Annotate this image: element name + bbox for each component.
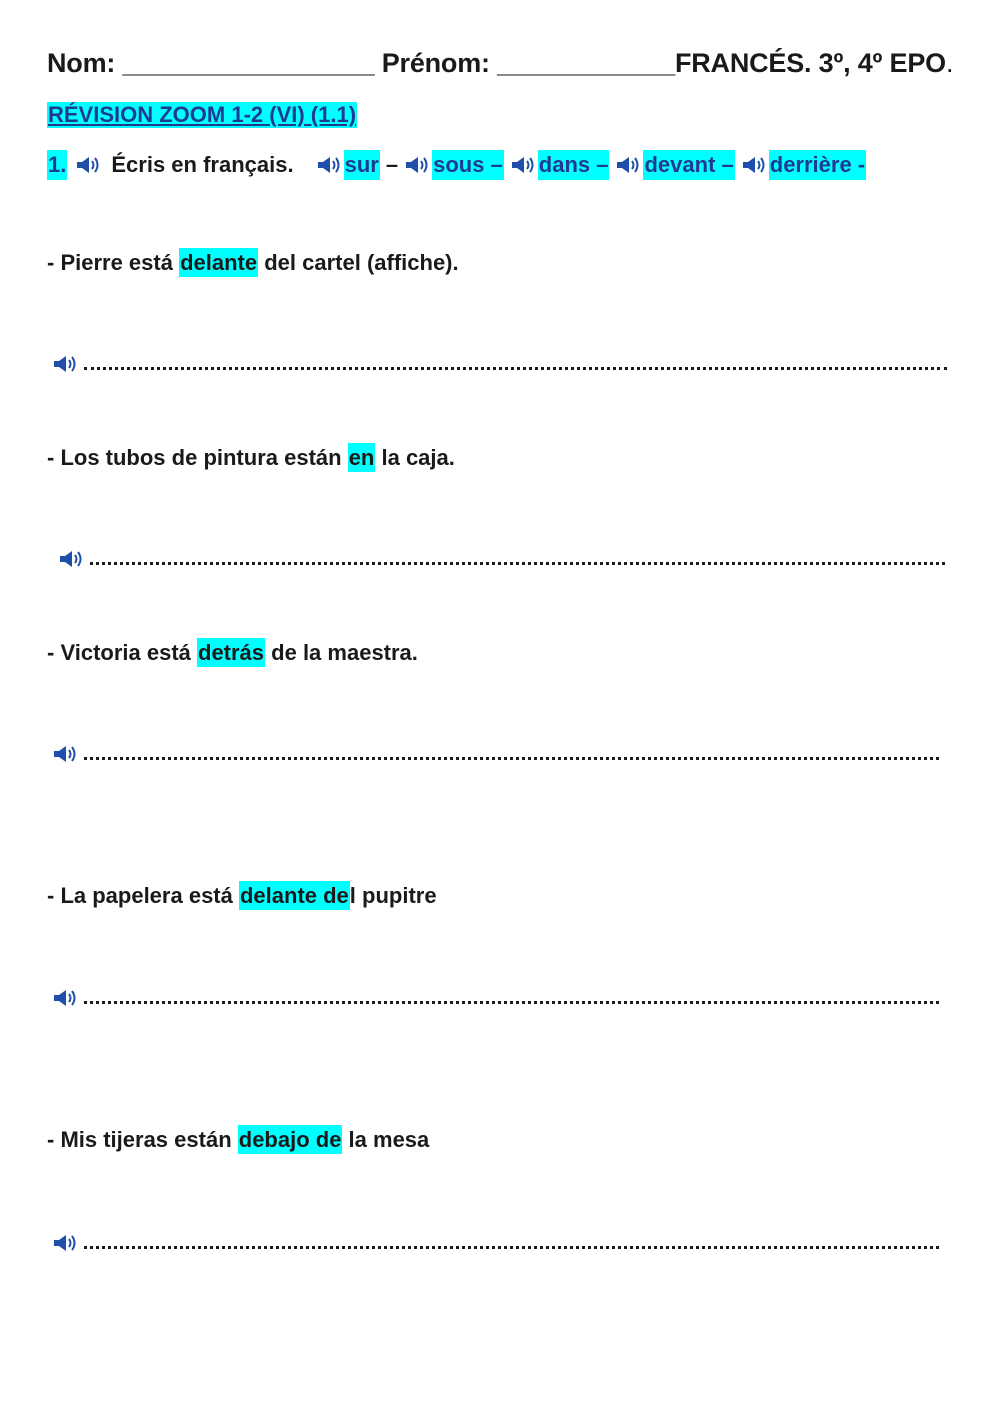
- sentence-text: - La papelera está: [47, 883, 239, 908]
- highlighted-word: en: [348, 445, 375, 470]
- sentence-text: de la maestra.: [265, 640, 418, 665]
- item-sentence: [47, 883, 437, 909]
- word-sur: sur: [344, 150, 380, 180]
- word-dans: dans –: [538, 150, 610, 180]
- dotted-blank[interactable]: [84, 756, 939, 760]
- nom-blank[interactable]: _________________: [122, 48, 375, 78]
- speaker-icon[interactable]: [52, 744, 80, 764]
- exercise-instruction: Écris en français.: [111, 152, 294, 177]
- answer-line[interactable]: [52, 348, 947, 374]
- speaker-icon[interactable]: [404, 155, 432, 175]
- answer-line[interactable]: [58, 543, 945, 569]
- answer-line[interactable]: [52, 1227, 939, 1253]
- sentence-text: - Pierre está: [47, 250, 180, 275]
- speaker-icon[interactable]: [741, 155, 769, 175]
- dotted-blank[interactable]: [90, 561, 945, 565]
- dotted-blank[interactable]: [84, 1245, 939, 1249]
- sentence-text: - Victoria está: [47, 640, 197, 665]
- dotted-blank[interactable]: [84, 1000, 939, 1004]
- speaker-icon[interactable]: [510, 155, 538, 175]
- exercise-instruction-line: [47, 150, 866, 180]
- worksheet-header: [47, 48, 953, 79]
- word-separator: –: [385, 152, 399, 177]
- speaker-icon[interactable]: [52, 988, 80, 1008]
- highlighted-word: delante de: [239, 883, 349, 908]
- prenom-label: Prénom:: [381, 48, 490, 78]
- nom-label: Nom:: [47, 48, 116, 78]
- item-sentence: [47, 1127, 429, 1153]
- speaker-icon[interactable]: [58, 549, 86, 569]
- sentence-text: la caja.: [375, 445, 455, 470]
- item-sentence: [47, 250, 459, 276]
- exercise-number: 1.: [47, 150, 67, 180]
- word-derriere: derrière -: [769, 150, 866, 180]
- item-sentence: [47, 445, 455, 471]
- word-sous: sous –: [432, 150, 504, 180]
- highlighted-word: debajo de: [238, 1127, 342, 1152]
- worksheet-title: RÉVISION ZOOM 1-2 (VI) (1.1): [48, 102, 357, 127]
- highlighted-word: delante: [180, 250, 258, 275]
- prenom-blank[interactable]: ____________: [497, 48, 675, 78]
- sentence-text: del cartel (affiche).: [258, 250, 459, 275]
- speaker-icon[interactable]: [75, 155, 103, 175]
- sentence-text: - Mis tijeras están: [47, 1127, 238, 1152]
- item-sentence: [47, 640, 418, 666]
- sentence-text: - Los tubos de pintura están: [47, 445, 348, 470]
- speaker-icon[interactable]: [52, 1233, 80, 1253]
- answer-line[interactable]: [52, 738, 939, 764]
- speaker-icon[interactable]: [316, 155, 344, 175]
- speaker-icon[interactable]: [52, 354, 80, 374]
- sentence-text: l pupitre: [349, 883, 437, 908]
- speaker-icon[interactable]: [615, 155, 643, 175]
- course-end: .: [945, 48, 954, 78]
- answer-line[interactable]: [52, 982, 939, 1008]
- dotted-blank[interactable]: [84, 366, 947, 370]
- sentence-text: la mesa: [342, 1127, 430, 1152]
- highlighted-word: detrás: [198, 640, 265, 665]
- word-devant: devant –: [643, 150, 734, 180]
- course-label: FRANCÉS. 3º, 4º EPO: [674, 48, 946, 78]
